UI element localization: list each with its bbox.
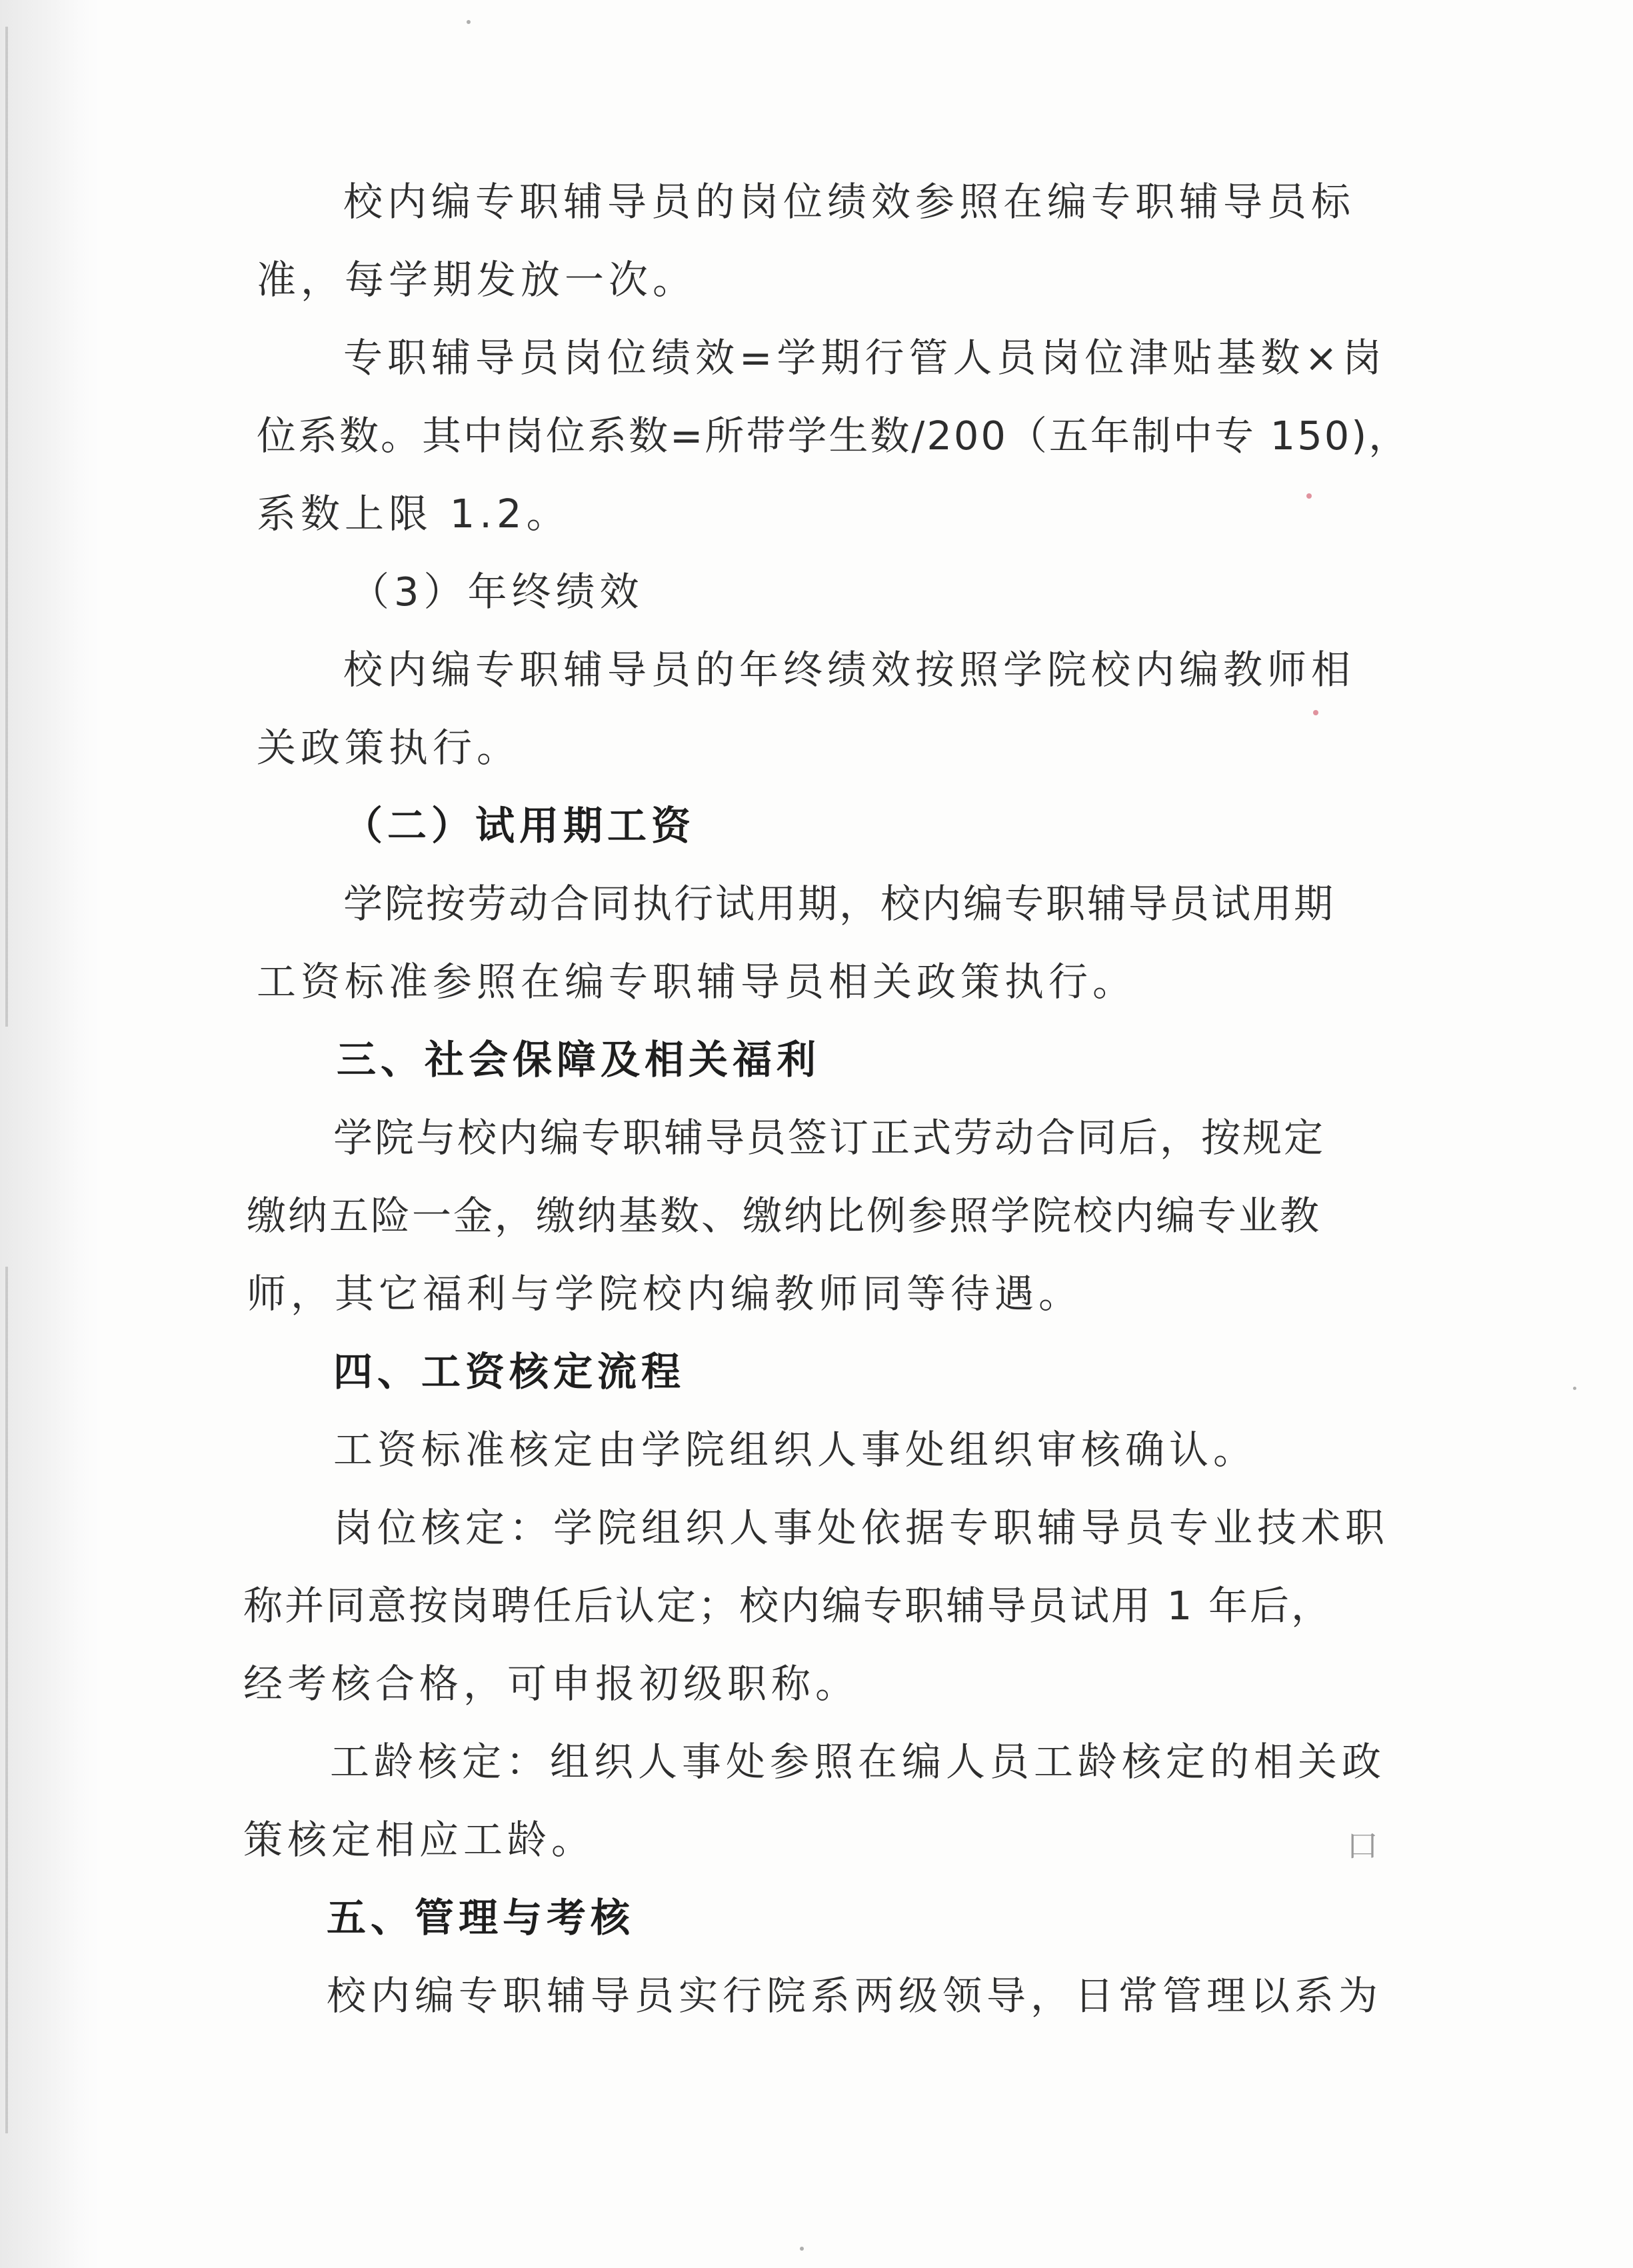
paragraph-line: 学院与校内编专职辅导员签订正式劳动合同后，按规定: [333, 1115, 1326, 1161]
section-heading: 五、管理与考核: [327, 1895, 635, 1941]
section-heading: 三、社会保障及相关福利: [337, 1037, 821, 1083]
paragraph-line: 校内编专职辅导员的岗位绩效参照在编专职辅导员标: [343, 179, 1356, 225]
paragraph-line: 缴纳五险一金，缴纳基数、缴纳比例参照学院校内编专业教: [247, 1193, 1322, 1239]
subsection-heading: （3）年终绩效: [350, 569, 644, 615]
paragraph-line: 岗位核定：学院组织人事处依据专职辅导员专业技术职: [333, 1505, 1390, 1551]
paragraph-line: 专职辅导员岗位绩效=学期行管人员岗位津贴基数×岗: [343, 335, 1386, 381]
paragraph-line: 学院按劳动合同执行试用期，校内编专职辅导员试用期: [343, 881, 1336, 927]
paragraph-line: 工资标准参照在编专职辅导员相关政策执行。: [257, 959, 1137, 1005]
paragraph-line: 准，每学期发放一次。: [257, 257, 697, 303]
ink-speck: [1573, 1387, 1576, 1390]
paragraph-line: 位系数。其中岗位系数=所带学生数/200（五年制中专 150)，: [257, 413, 1410, 459]
paragraph-line: 工龄核定：组织人事处参照在编人员工龄核定的相关政: [330, 1739, 1386, 1785]
paragraph-line: 关政策执行。: [257, 725, 521, 771]
paragraph-line: 校内编专职辅导员实行院系两级领导，日常管理以系为: [327, 1973, 1383, 2019]
paragraph-line: 称并同意按岗聘任后认定；校内编专职辅导员试用 1 年后，: [243, 1583, 1333, 1629]
paragraph-line: 系数上限 1.2。: [257, 491, 571, 537]
ink-speck: [467, 20, 471, 24]
ink-speck: [800, 2247, 804, 2251]
section-heading: （二）试用期工资: [343, 803, 696, 849]
paragraph-line: 校内编专职辅导员的年终绩效按照学院校内编教师相: [343, 647, 1356, 693]
paragraph-line: 师，其它福利与学院校内编教师同等待遇。: [247, 1271, 1083, 1317]
margin-mark: 口: [1346, 1827, 1379, 1865]
ink-speck: [1306, 493, 1312, 499]
paragraph-line: 策核定相应工龄。: [243, 1817, 596, 1863]
ink-speck: [1313, 710, 1318, 715]
paragraph-line: 经考核合格，可申报初级职称。: [243, 1661, 860, 1707]
paragraph-line: 工资标准核定由学院组织人事处组织审核确认。: [333, 1427, 1258, 1473]
section-heading: 四、工资核定流程: [333, 1349, 686, 1395]
